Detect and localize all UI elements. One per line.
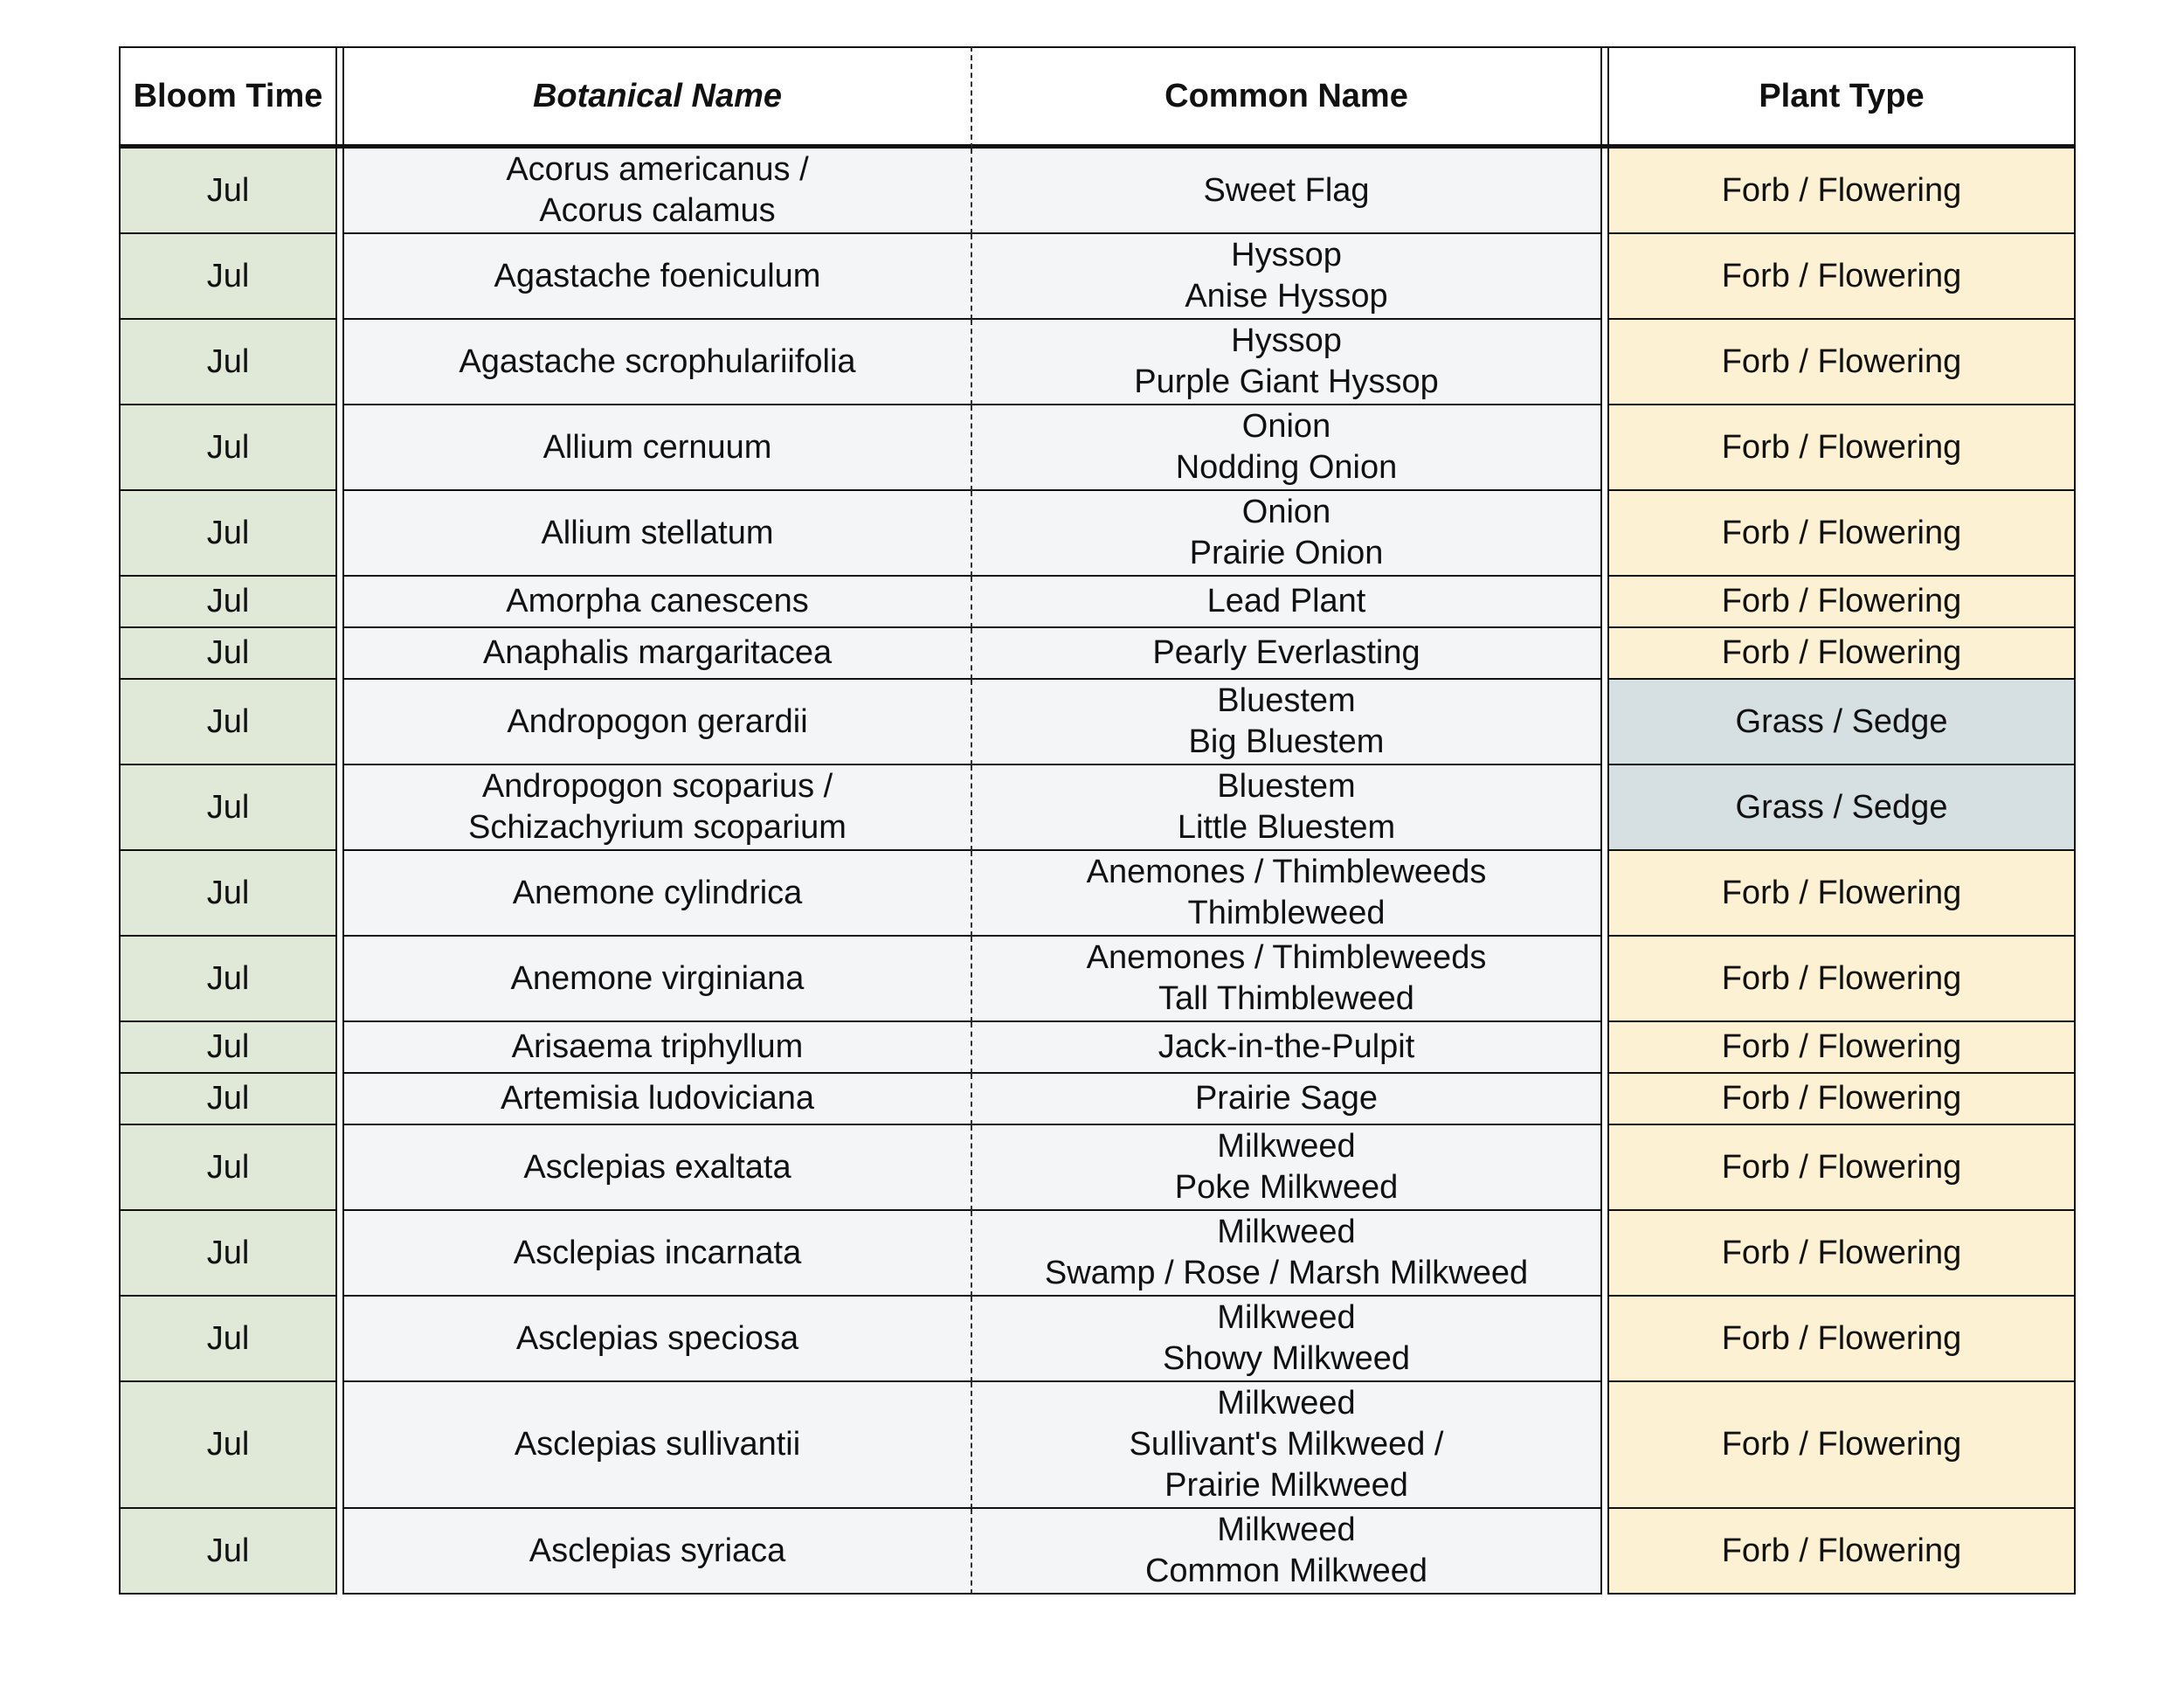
header-common-name: Common Name <box>972 46 1602 149</box>
common-name-cell-line: Nodding Onion <box>1175 449 1398 486</box>
bloom-time-cell: Jul <box>119 1022 337 1074</box>
plant-type-cell: Forb / Flowering <box>1607 1509 2076 1595</box>
plant-type-cell: Grass / Sedge <box>1607 765 2076 851</box>
bloom-time-cell: Jul <box>119 1297 337 1382</box>
plant-type-cell: Forb / Flowering <box>1607 937 2076 1022</box>
common-name-cell-line: Anemones / Thimbleweeds <box>1086 939 1487 976</box>
table-row <box>119 491 2076 577</box>
table-row <box>119 1074 2076 1125</box>
table-row <box>119 937 2076 1022</box>
botanical-name-cell <box>342 1125 972 1211</box>
common-name-cell-line: Bluestem <box>1217 768 1356 805</box>
common-name-cell <box>972 149 1602 234</box>
plant-type-cell: Forb / Flowering <box>1607 628 2076 680</box>
plant-type-cell: Forb / Flowering <box>1607 577 2076 628</box>
common-name-cell-line: Anemones / Thimbleweeds <box>1086 854 1487 890</box>
common-name-cell-line: Milkweed <box>1217 1385 1356 1422</box>
bloom-time-cell: Jul <box>119 491 337 577</box>
common-name-cell <box>972 1022 1602 1074</box>
common-name-cell-line: Sweet Flag <box>1203 171 1370 209</box>
plant-type-cell: Forb / Flowering <box>1607 405 2076 491</box>
common-name-cell <box>972 851 1602 937</box>
botanical-name-cell <box>342 937 972 1022</box>
common-name-cell <box>972 1382 1602 1509</box>
table-header-row <box>119 46 2076 149</box>
botanical-name-cell-line: Anemone cylindrica <box>512 874 803 911</box>
plant-type-cell: Forb / Flowering <box>1607 1382 2076 1509</box>
table-row <box>119 765 2076 851</box>
common-name-cell <box>972 1297 1602 1382</box>
header-bloom-time: Bloom Time <box>119 46 337 149</box>
bloom-time-cell: Jul <box>119 851 337 937</box>
table-row <box>119 1022 2076 1074</box>
common-name-cell <box>972 628 1602 680</box>
common-name-cell-line: Hyssop <box>1231 322 1342 359</box>
botanical-name-cell-line: Asclepias sullivantii <box>514 1426 801 1463</box>
botanical-name-cell <box>342 680 972 765</box>
botanical-name-cell <box>342 851 972 937</box>
plant-type-cell: Forb / Flowering <box>1607 1074 2076 1125</box>
table-row <box>119 1509 2076 1595</box>
botanical-name-cell <box>342 149 972 234</box>
botanical-name-cell <box>342 320 972 405</box>
bloom-time-cell: Jul <box>119 628 337 680</box>
botanical-name-cell-line: Acorus americanus / <box>506 151 809 188</box>
common-name-cell-line: Poke Milkweed <box>1174 1169 1399 1206</box>
bloom-time-cell: Jul <box>119 1125 337 1211</box>
common-name-cell-line: Little Bluestem <box>1177 809 1396 846</box>
bloom-time-cell: Jul <box>119 577 337 628</box>
table-row <box>119 851 2076 937</box>
bloom-time-cell: Jul <box>119 1074 337 1125</box>
table-row <box>119 1382 2076 1509</box>
botanical-name-cell <box>342 405 972 491</box>
common-name-cell <box>972 1509 1602 1595</box>
bloom-time-cell: Jul <box>119 937 337 1022</box>
common-name-cell-line: Hyssop <box>1231 237 1342 273</box>
table-row <box>119 577 2076 628</box>
botanical-name-cell-line: Asclepias exaltata <box>523 1148 791 1186</box>
plant-type-cell: Forb / Flowering <box>1607 491 2076 577</box>
plant-type-cell: Forb / Flowering <box>1607 851 2076 937</box>
botanical-name-cell-line: Anemone virginiana <box>510 959 805 997</box>
header-botanical-name: Botanical Name <box>342 46 972 149</box>
document-page <box>119 46 2076 1595</box>
common-name-cell <box>972 1074 1602 1125</box>
botanical-name-cell <box>342 1022 972 1074</box>
botanical-name-cell <box>342 577 972 628</box>
bloom-time-cell: Jul <box>119 1211 337 1297</box>
bloom-time-cell: Jul <box>119 234 337 320</box>
common-name-cell <box>972 234 1602 320</box>
botanical-name-cell-line: Arisaema triphyllum <box>511 1028 804 1065</box>
common-name-cell-line: Pearly Everlasting <box>1152 634 1420 671</box>
plant-type-cell: Forb / Flowering <box>1607 1211 2076 1297</box>
common-name-cell <box>972 320 1602 405</box>
common-name-cell-line: Lead Plant <box>1206 583 1366 619</box>
header-plant-type: Plant Type <box>1607 46 2076 149</box>
common-name-cell-line: Common Milkweed <box>1144 1553 1428 1589</box>
botanical-name-cell-line: Artemisia ludoviciana <box>500 1080 815 1117</box>
plant-type-cell: Forb / Flowering <box>1607 320 2076 405</box>
common-name-cell <box>972 405 1602 491</box>
botanical-name-cell-line: Asclepias syriaca <box>529 1532 786 1569</box>
common-name-cell-line: Milkweed <box>1217 1214 1356 1250</box>
botanical-name-cell-line: Asclepias incarnata <box>513 1234 802 1271</box>
botanical-name-cell-line: Andropogon scoparius / <box>481 768 833 805</box>
plant-type-cell: Forb / Flowering <box>1607 1297 2076 1382</box>
common-name-cell-line: Milkweed <box>1217 1512 1356 1548</box>
table-body <box>119 149 2076 1595</box>
botanical-name-cell <box>342 491 972 577</box>
botanical-name-cell-line: Allium cernuum <box>543 428 772 466</box>
table-row <box>119 1125 2076 1211</box>
plant-type-cell: Forb / Flowering <box>1607 149 2076 234</box>
botanical-name-cell <box>342 628 972 680</box>
bloom-time-cell: Jul <box>119 149 337 234</box>
botanical-name-cell <box>342 1211 972 1297</box>
common-name-cell-line: Jack-in-the-Pulpit <box>1158 1028 1415 1065</box>
common-name-cell <box>972 937 1602 1022</box>
common-name-cell-line: Big Bluestem <box>1188 723 1385 760</box>
table-row <box>119 628 2076 680</box>
plant-type-cell: Grass / Sedge <box>1607 680 2076 765</box>
botanical-name-cell <box>342 1297 972 1382</box>
plant-type-cell: Forb / Flowering <box>1607 1022 2076 1074</box>
botanical-name-cell-line: Acorus calamus <box>539 192 776 229</box>
plant-type-cell: Forb / Flowering <box>1607 234 2076 320</box>
common-name-cell-line: Purple Giant Hyssop <box>1134 363 1439 400</box>
common-name-cell-line: Swamp / Rose / Marsh Milkweed <box>1044 1255 1529 1291</box>
common-name-cell <box>972 765 1602 851</box>
botanical-name-cell-line: Amorpha canescens <box>506 583 809 619</box>
common-name-cell-line: Tall Thimbleweed <box>1158 980 1414 1017</box>
common-name-cell-line: Sullivant's Milkweed / <box>1129 1426 1444 1463</box>
botanical-name-cell-line: Asclepias speciosa <box>515 1319 799 1357</box>
botanical-name-cell-line: Anaphalis margaritacea <box>482 634 833 671</box>
botanical-name-cell <box>342 1382 972 1509</box>
common-name-cell <box>972 491 1602 577</box>
botanical-name-cell <box>342 234 972 320</box>
botanical-name-cell <box>342 1074 972 1125</box>
botanical-name-cell-line: Agastache scrophulariifolia <box>459 342 856 380</box>
bloom-time-cell: Jul <box>119 680 337 765</box>
botanical-name-cell <box>342 1509 972 1595</box>
table-row <box>119 1211 2076 1297</box>
common-name-cell <box>972 680 1602 765</box>
common-name-cell-line: Onion <box>1241 494 1331 530</box>
common-name-cell-line: Prairie Sage <box>1194 1080 1379 1117</box>
table-row <box>119 234 2076 320</box>
common-name-cell <box>972 577 1602 628</box>
common-name-cell-line: Prairie Milkweed <box>1165 1467 1408 1504</box>
bloom-time-cell: Jul <box>119 405 337 491</box>
common-name-cell-line: Showy Milkweed <box>1163 1340 1410 1377</box>
botanical-name-cell <box>342 765 972 851</box>
table-row <box>119 405 2076 491</box>
bloom-time-cell: Jul <box>119 765 337 851</box>
common-name-cell-line: Thimbleweed <box>1187 895 1386 931</box>
table-row <box>119 680 2076 765</box>
bloom-time-cell: Jul <box>119 320 337 405</box>
bloom-time-cell: Jul <box>119 1382 337 1509</box>
table-row <box>119 320 2076 405</box>
common-name-cell-line: Bluestem <box>1217 682 1356 719</box>
botanical-name-cell-line: Schizachyrium scoparium <box>468 809 847 846</box>
common-name-cell-line: Prairie Onion <box>1189 535 1384 571</box>
plant-type-cell: Forb / Flowering <box>1607 1125 2076 1211</box>
botanical-name-cell-line: Allium stellatum <box>541 514 774 551</box>
common-name-cell-line: Milkweed <box>1217 1299 1356 1336</box>
bloom-time-cell: Jul <box>119 1509 337 1595</box>
table-row <box>119 149 2076 234</box>
common-name-cell-line: Milkweed <box>1217 1128 1356 1165</box>
common-name-cell-line: Onion <box>1241 408 1331 445</box>
common-name-cell-line: Anise Hyssop <box>1185 278 1388 315</box>
botanical-name-cell-line: Andropogon gerardii <box>507 702 808 740</box>
plant-bloom-table <box>119 46 2076 1595</box>
common-name-cell <box>972 1211 1602 1297</box>
botanical-name-cell-line: Agastache foeniculum <box>494 257 821 294</box>
table-row <box>119 1297 2076 1382</box>
common-name-cell <box>972 1125 1602 1211</box>
